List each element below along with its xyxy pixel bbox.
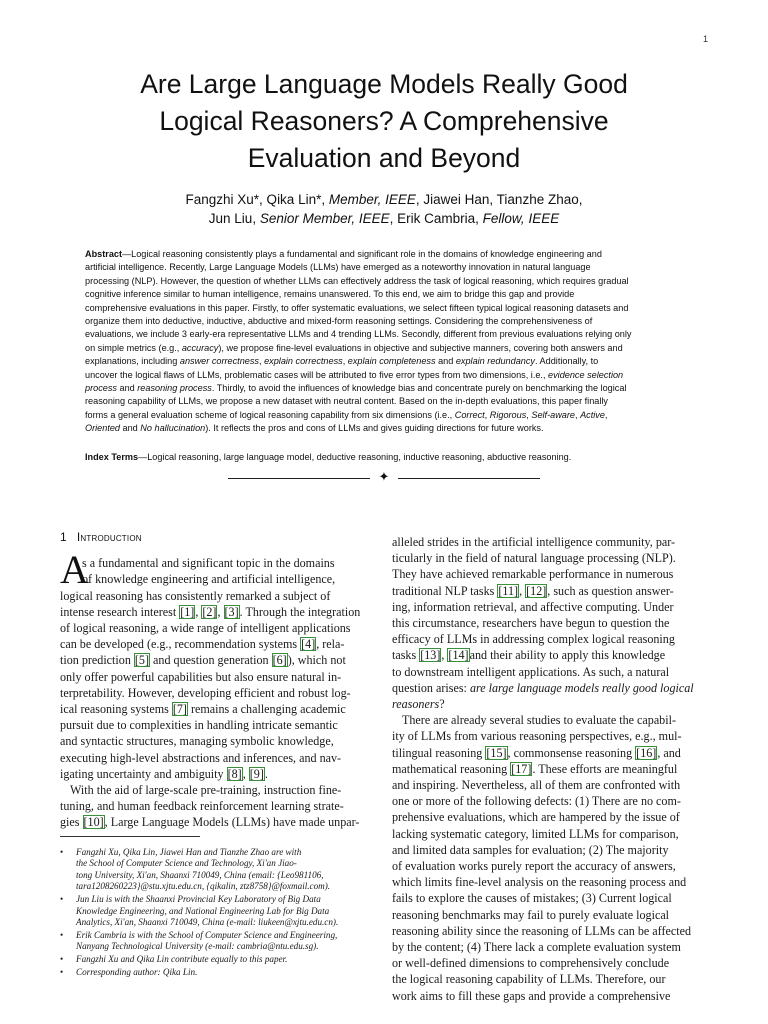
citation-link[interactable]: [1] (180, 604, 195, 619)
text-line: this circumstance, researchers have begun to question the (392, 616, 670, 631)
text-line: and syntactic structures, managing symbolic knowledge, (60, 734, 334, 749)
citation-link[interactable]: [6] (272, 653, 287, 668)
abstract-text: uncover the logical flaws of LLMs, problematic cases will be attributed to five error types from two dimensions, i.e., (85, 369, 549, 380)
abstract-text: . Additionally, to (534, 356, 599, 367)
citation-link[interactable]: [7] (172, 702, 187, 717)
text: igating uncertainty and ambiguity (60, 766, 227, 781)
text: tilingual reasoning (392, 745, 486, 760)
author-list (60, 190, 708, 228)
text-line: work aims to fill these gaps and provide a comprehensive (392, 988, 671, 1003)
text: tong University, Xi'an, Shaanxi 710049, China (email: {Leo981106, (76, 869, 324, 880)
author-line (60, 209, 708, 228)
abstract-line (85, 369, 683, 382)
abstract-label: Abstract (85, 249, 123, 259)
author-names: Fangzhi Xu*, Qika Lin*, (185, 192, 329, 207)
intro-paragraph-3 (392, 712, 708, 1004)
abstract-text: explanations, including (85, 356, 180, 367)
research-question: reasoners (392, 697, 440, 712)
abstract-emphasis: process (85, 383, 117, 394)
text-line: ing, information retrieval, and affective computing. Under (392, 599, 674, 614)
abstract-emphasis: reasoning process (137, 383, 212, 394)
text-line: which limits fine-level analysis on the reasoning process and (392, 875, 687, 890)
abstract-emphasis: Oriented (85, 423, 120, 434)
abstract-line (85, 382, 683, 395)
text: . These efforts are meaningful (532, 761, 678, 776)
text: tion prediction (60, 653, 134, 668)
text: ), which not (287, 653, 346, 668)
text-line: alleled strides in the artificial intelligence community, par- (392, 535, 676, 549)
abstract (85, 248, 683, 436)
abstract-text: and (120, 423, 141, 434)
text-line: of logical reasoning, a wide range of intelligent applications (60, 621, 351, 636)
abstract-text: , (484, 409, 490, 420)
text-line (60, 701, 376, 717)
text-line: one or more of the following defects: (1) There are no com- (392, 794, 681, 809)
text-line: efficacy of LLMs in addressing complex logical reasoning (392, 632, 675, 647)
text-line: reasoning benchmarks may fail to purely evaluate logical (392, 907, 670, 922)
abstract-text: and (116, 383, 138, 394)
text-line: fails to explore the causes of mistakes; (3) Current logical (392, 891, 672, 906)
abstract-emphasis: explain redundancy (455, 356, 535, 367)
abstract-emphasis: Self-aware (531, 409, 575, 420)
section-number: 1 (60, 530, 67, 544)
text-line (60, 571, 376, 587)
abstract-text: on simple metrics (e.g., (85, 342, 182, 353)
bullet-icon: • (60, 966, 64, 977)
text-line: ity of LLMs from various reasoning perspectives, e.g., mul- (392, 729, 682, 744)
abstract-line (85, 355, 683, 368)
text: the School of Computer Science and Technology, Xi'an Jiao- (76, 858, 297, 869)
text-line (60, 766, 376, 782)
footnote-line: Fangzhi Xu and Qika Lin contribute equally to this paper. (76, 954, 288, 964)
abstract-line: organize them into deductive, inductive, abductive and mixed-form reasoning settings. Considering the comprehensiveness of (85, 316, 593, 327)
footnote-item (60, 894, 376, 929)
text-line: reasoning ability since the reasoning of LLMs can be affected (392, 923, 691, 938)
separator-rule (398, 478, 540, 479)
author-role: Senior Member, IEEE (259, 211, 390, 226)
text-line: logical reasoning has consistently remarked a subject of (60, 588, 331, 603)
title-line: Logical Reasoners? A Comprehensive (159, 106, 609, 136)
footnote-line (76, 930, 376, 942)
citation-link[interactable]: [3] (224, 604, 239, 619)
abstract-text: ). It reflects the pros and cons of LLMs and gives guiding directions for future works. (205, 423, 544, 434)
text: Knowledge Engineering, and National Engineering Lab for Big Data (76, 905, 330, 916)
text-line (392, 696, 708, 712)
footnote-rule (60, 836, 200, 837)
text-line (60, 555, 376, 571)
abstract-emphasis: No hallucination (140, 423, 206, 434)
text-line: and inspiring. Nevertheless, all of them are confronted with (392, 778, 681, 793)
intro-paragraph-2-continued (392, 534, 708, 712)
footnote-item (60, 847, 376, 893)
abstract-line: artificial intelligence. Recently, Large Language Models (LLMs) have emerged as a noteworthy innovation in natural language (85, 262, 591, 273)
index-terms-label: Index Terms (85, 452, 139, 462)
left-column (60, 529, 376, 979)
text-line (60, 652, 376, 668)
paper-title (60, 66, 708, 177)
author-names: , Erik Cambria, (389, 211, 483, 226)
text: , (441, 648, 448, 663)
author-role: Member, IEEE (328, 192, 416, 207)
abstract-text: and (435, 356, 456, 367)
citation-link[interactable]: [8] (227, 766, 242, 781)
bullet-icon: • (60, 846, 64, 857)
abstract-text: , (342, 356, 348, 367)
author-role: Fellow, IEEE (482, 211, 560, 226)
intro-paragraph-2 (60, 782, 376, 831)
citation-link[interactable]: [4] (301, 637, 316, 652)
citation-link[interactable]: [11] (498, 583, 519, 598)
abstract-line (85, 342, 683, 355)
footnote-line (76, 906, 376, 918)
text-line: prehensive evaluations, which are hampered by the issue of (392, 810, 680, 825)
text: . Through the integration (239, 604, 361, 619)
text-line: pursuit due to complexities in handling intricate semantic (60, 718, 338, 733)
section-title: Introduction (76, 530, 142, 544)
text: , (242, 766, 249, 781)
text-line: or well-defined dimensions to comprehensively conclude (392, 956, 670, 971)
text-line: the logical reasoning capability of LLMs. Therefore, our (392, 972, 666, 987)
diamond-icon: ✦ (378, 470, 390, 485)
abstract-emphasis: explain completeness (347, 356, 436, 367)
text: of knowledge engineering and artificial intelligence, (82, 572, 336, 587)
abstract-text: . Thirdly, to avoid the influences of knowledge bias and concentrate purely on benchmarking the logical (211, 383, 627, 394)
abstract-emphasis: answer correctness (179, 356, 259, 367)
abstract-line (85, 422, 683, 435)
abstract-emphasis: accuracy (181, 342, 219, 353)
footnote-line (76, 847, 376, 859)
text-line: executing high-level abstractions and inferences, and nav- (60, 750, 342, 765)
abstract-emphasis: Active (580, 409, 605, 420)
text: , and (657, 745, 681, 760)
text-line: to downstream intelligent applications. As such, a natural (392, 664, 670, 679)
right-column (392, 534, 708, 1004)
text: question arises: (392, 680, 470, 695)
citation-link[interactable]: [5] (134, 653, 150, 668)
title-line: Evaluation and Beyond (247, 143, 521, 173)
separator-rule (228, 478, 370, 479)
page-number: 1 (702, 34, 708, 44)
text-line (392, 680, 708, 696)
text: , (519, 583, 526, 598)
abstract-emphasis: Rigorous (489, 409, 527, 420)
footnote-item (60, 967, 376, 979)
abstract-text: , (604, 409, 608, 420)
text-line (392, 647, 708, 663)
text-line (392, 583, 708, 599)
text-line: lacking systematic category, limited LLMs for comparison, (392, 826, 679, 841)
abstract-text: forms a general evaluation scheme of logical reasoning capability from six dimensions (i.e., (85, 409, 455, 420)
abstract-line: cognitive inference similar to human intelligence, remains unanswered. To this end, we aim to bridge this gap and provide (85, 289, 575, 300)
abstract-line: processing (NLP). However, the question of whether LLMs can effectively address the task of logical reasoning, which requires gradual (85, 275, 629, 286)
citation-link[interactable]: [2] (202, 604, 217, 619)
abstract-text: , (574, 409, 581, 420)
text-line: and limited data samples for evaluation; (2) The majority (392, 842, 669, 857)
text-line: ticularly in the field of natural language processing (NLP). (392, 551, 676, 566)
abstract-line: comprehensive evaluations in this paper. Firstly, to offer systematic evaluations, we select fifteen typical logical reasoning datasets and (85, 302, 629, 313)
footnote-line: tara1208260223}@stu.xjtu.edu.cn, {qikalin, ztz8758}@foxmail.com). (76, 881, 331, 892)
abstract-line (85, 409, 683, 422)
text: ical reasoning systems (60, 702, 172, 717)
text: mathematical reasoning (392, 761, 511, 776)
text: can be developed (e.g., recommendation systems (60, 637, 301, 652)
abstract-text: ), we propose fine-level evaluations in objective and subjective manners, covering both answers and (218, 342, 623, 353)
abstract-text: , (259, 356, 265, 367)
text: s a fundamental and significant topic in the domains (82, 556, 335, 571)
text: Fangzhi Xu, Qika Lin, Jiawei Han and Tianzhe Zhao are with (76, 846, 302, 857)
text: , Large Language Models (LLMs) have made unpar- (104, 815, 360, 830)
citation-link[interactable]: [9] (249, 766, 264, 781)
citation-link[interactable]: [12] (526, 583, 547, 598)
text: , commonsense reasoning (507, 745, 636, 760)
bullet-icon: • (60, 954, 64, 964)
index-terms-text: —Logical reasoning, large language model, deductive reasoning, inductive reasoning, abductive reasoning. (138, 452, 572, 462)
text-line: only offer powerful capabilities but also ensure natural in- (60, 669, 342, 684)
citation-link[interactable]: [15] (486, 745, 507, 760)
citation-link[interactable]: [13] (420, 648, 441, 663)
footnote-line: Nanyang Technological University (e-mail: cambria@ntu.edu.sg). (76, 941, 319, 952)
abstract-emphasis: Correct (454, 409, 485, 420)
text-line: With the aid of large-scale pre-training, instruction fine- (70, 783, 342, 798)
text: . (264, 766, 268, 781)
text-line (60, 604, 376, 620)
text: intense research interest (60, 604, 180, 619)
citation-link[interactable]: [14] (448, 648, 469, 663)
text: and question generation (150, 653, 272, 668)
text: , (195, 604, 202, 619)
citation-link[interactable]: [17] (511, 761, 532, 776)
text-line: of evaluation works purely report the accuracy of answers, (392, 859, 676, 874)
text-line: by the content; (4) There lack a complete evaluation system (392, 940, 681, 955)
text: , rela- (316, 637, 345, 652)
text-line (60, 636, 376, 652)
drop-cap: A (60, 547, 89, 593)
text: Jun Liu is with the Shaanxi Provincial Key Laboratory of Big Data (76, 894, 321, 905)
footnote-line (76, 870, 376, 882)
abstract-line: reasoning capability of LLMs, we propose a new dataset with neutral content. Based on the in-depth evaluations, this paper finally (85, 396, 608, 407)
footnote-line (76, 858, 376, 870)
author-line (60, 190, 708, 209)
footnotes (60, 847, 376, 979)
author-names: Jun Liu, (208, 211, 260, 226)
citation-link[interactable]: [16] (636, 745, 657, 760)
footnote-line: Analytics, Xi'an, Shaanxi 710049, China (e-mail: liukeen@xjtu.edu.cn). (76, 917, 339, 928)
index-terms (85, 451, 683, 464)
research-question: are large language models really good logical (469, 680, 694, 695)
citation-link[interactable]: [10] (83, 815, 104, 830)
text: , such as question answer- (547, 583, 674, 598)
text: and their ability to apply this knowledge (469, 648, 666, 663)
text: tasks (392, 648, 420, 663)
text-line: There are already several studies to evaluate the capabil- (402, 713, 676, 728)
footnote-item (60, 930, 376, 953)
abstract-text: , (526, 409, 532, 420)
text: traditional NLP tasks (392, 583, 498, 598)
text-line (392, 745, 708, 761)
abstract-text: —Logical reasoning consistently plays a fundamental and significant role in the domains of knowledge engineering and (122, 249, 602, 259)
text-line: They have achieved remarkable performance in numerous (392, 567, 674, 582)
author-names: , Jiawei Han, Tianzhe Zhao, (415, 192, 583, 207)
section-heading (60, 529, 376, 545)
text: remains a challenging academic (187, 702, 346, 717)
text: ? (439, 697, 445, 712)
text-line (392, 761, 708, 777)
abstract-line (85, 248, 683, 261)
text-line (60, 814, 376, 830)
footnote-line (76, 894, 376, 906)
abstract-emphasis: explain correctness (264, 356, 343, 367)
bullet-icon: • (60, 894, 64, 905)
section-separator (228, 472, 540, 486)
footnote-item (60, 954, 376, 966)
intro-paragraph-1 (60, 547, 376, 782)
text-line: tuning, and human feedback reinforcement learning strate- (60, 799, 344, 814)
abstract-emphasis: evidence selection (548, 369, 624, 380)
text: gies (60, 815, 83, 830)
text: Erik Cambria is with the School of Computer Science and Engineering, (76, 929, 338, 940)
bullet-icon: • (60, 929, 64, 940)
footnote-line: Corresponding author: Qika Lin. (76, 966, 198, 977)
abstract-line: evaluations, we include 3 early-era representative LLMs and 4 trending LLMs. Secondly, different from previous evaluations relying only (85, 329, 632, 340)
text: , (217, 604, 224, 619)
text-line: terpretability. However, developing efficient and robust log- (60, 685, 351, 700)
title-line: Are Large Language Models Really Good (140, 69, 628, 99)
